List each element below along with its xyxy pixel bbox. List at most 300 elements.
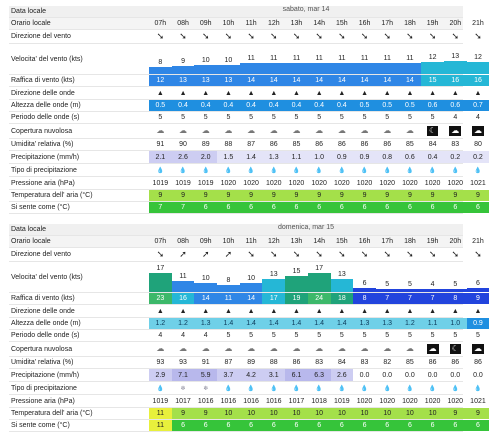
precip-type-cells (149, 164, 489, 176)
feels-cell: 6 (308, 202, 331, 213)
wind-speed-value: 8 (226, 277, 231, 285)
cloud-icon: ☁ (337, 126, 346, 135)
wave-dir-icon (194, 305, 217, 317)
gust-cell: 11 (217, 293, 240, 304)
wind-dir-icon (376, 248, 399, 261)
precip-cell: 5.9 (194, 369, 217, 381)
wind-speed-value: 5 (453, 281, 458, 288)
wind-dir-row (9, 248, 482, 262)
wind-speed-value: 11 (270, 55, 278, 63)
precip-type-cell (399, 382, 422, 394)
wave-height-cell: 0.4 (217, 100, 240, 111)
wave-arrow-icon: ▲ (315, 89, 323, 97)
wave-dir-icon (262, 87, 285, 99)
hour-cell: 15h (336, 238, 348, 245)
cloud-icon: ☁ (247, 344, 256, 353)
wave-arrow-icon: ▲ (270, 307, 278, 315)
wave-period-cell: 5 (226, 114, 231, 121)
wind-speed-cell (285, 262, 308, 292)
cloud-cell (217, 342, 240, 356)
precip-cell: 1.4 (240, 151, 263, 163)
cloud-cell (240, 124, 263, 138)
cloud-cell (308, 342, 331, 356)
pressure-cell: 1020 (311, 179, 327, 187)
raindrop-icon: 💧 (270, 385, 278, 392)
temp-cell: 9 (149, 190, 172, 201)
wind-speed-value: 10 (201, 274, 210, 282)
wave-period-cell: 5 (271, 332, 276, 339)
cloud-cell (331, 124, 354, 138)
humidity-cell: 89 (247, 359, 255, 366)
wave-height-cell: 0.6 (444, 100, 467, 111)
wind-speed-bar (353, 63, 376, 74)
humidity-cell: 93 (179, 359, 187, 366)
wave-arrow-icon: ▲ (270, 89, 278, 97)
wind-dir-icon (172, 30, 195, 43)
feels-cell: 6 (240, 420, 263, 431)
wave-height-cell: 1.3 (376, 318, 399, 329)
wave-height-cell: 0.4 (331, 100, 354, 111)
wave-height-cell: 1.4 (217, 318, 240, 329)
gust-row (9, 75, 482, 87)
temp-cell: 10 (240, 408, 263, 419)
wind-speed-cell (194, 262, 217, 292)
precip-type-cell (376, 382, 399, 394)
wave-height-cell: 0.5 (149, 100, 172, 111)
wind-arrow-icon: ➘ (224, 31, 233, 41)
feels-cell: 6 (444, 420, 467, 431)
hour-cell: 11h (245, 20, 257, 27)
wind-arrow-icon: ➘ (406, 249, 414, 259)
wind-speed-bar (240, 283, 263, 292)
precip-cell: 7.1 (172, 369, 195, 381)
temp-cells (149, 190, 489, 201)
hour-cell: 21h (472, 20, 484, 27)
wave-height-cell: 0.4 (285, 100, 308, 111)
precip-type-cell (421, 164, 444, 176)
precip-cell: 1.0 (308, 151, 331, 163)
precip-type-cell (399, 164, 422, 176)
precip-type-row (9, 164, 482, 177)
row-label: Umidita' relativa (%) (11, 359, 74, 366)
wind-dir-row (9, 30, 482, 44)
wave-height-cell: 0.5 (376, 100, 399, 111)
wave-period-cell: 4 (476, 114, 480, 121)
wind-dir-cells (149, 248, 489, 261)
cloud-icon: ☁ (292, 344, 301, 353)
pressure-cell: 1020 (356, 179, 373, 187)
precip-type-cell (172, 164, 195, 176)
wind-dir-icon (240, 30, 263, 43)
gust-row (9, 293, 480, 305)
cloud-cells (149, 124, 489, 138)
pressure-cell: 1020 (379, 397, 395, 405)
raindrop-icon: 💧 (247, 167, 255, 174)
wind-dir-icon (331, 30, 354, 43)
wave-height-cell: 1.3 (353, 318, 376, 329)
cloud-cell (262, 342, 285, 356)
gust-cell: 7 (421, 293, 444, 304)
feels-cell: 6 (376, 202, 399, 213)
hour-cell: 19h (426, 238, 439, 245)
gust-cell: 14 (240, 293, 263, 304)
wind-speed-cell (217, 44, 240, 74)
precip-cell: 3.7 (217, 369, 240, 381)
wave-arrow-icon: ▲ (383, 307, 391, 315)
wind-speed-bar (262, 279, 285, 293)
pressure-cell: 1019 (152, 179, 169, 187)
pressure-cell: 1019 (334, 397, 350, 405)
wave-period-cell: 5 (249, 332, 254, 339)
precip-type-cell (172, 382, 195, 394)
temp-cell: 10 (262, 408, 285, 419)
wind-speed-bar (149, 273, 172, 292)
cloud-cell (172, 124, 195, 138)
wind-dir-icon (149, 30, 172, 43)
humidity-cell: 89 (201, 141, 210, 148)
cloud-cell (444, 124, 467, 138)
precip-cell: 0.2 (467, 151, 489, 163)
feels-cell: 6 (285, 420, 308, 431)
wind-speed-cell (285, 44, 308, 74)
row-label: Data locale (11, 8, 47, 15)
hour-cell: 07h (154, 238, 167, 245)
row-label: Umidita' relativa (%) (11, 141, 74, 148)
wind-dir-icon (444, 30, 467, 43)
wind-speed-value: 13 (337, 270, 346, 278)
row-label: Velocita' del vento (kts) (11, 55, 83, 63)
pressure-cell: 1019 (175, 179, 191, 187)
hour-cell: 21h (472, 238, 484, 245)
pressure-cell: 1016 (220, 397, 237, 405)
wave-period-cell: 5 (430, 332, 435, 339)
raindrop-icon: 💧 (224, 167, 233, 174)
pressure-cells (149, 177, 489, 189)
gust-cell: 18 (331, 293, 354, 304)
wind-speed-cell (376, 44, 399, 74)
wave-height-cell: 0.7 (467, 100, 489, 111)
precip-cell: 2.9 (149, 369, 172, 381)
wind-dir-icon (285, 248, 308, 261)
cloud-cell (376, 124, 399, 138)
pressure-cell: 1020 (402, 397, 418, 405)
wave-period-cell: 5 (339, 332, 344, 339)
forecast-day-0 (9, 6, 486, 214)
pressure-row (9, 395, 486, 408)
wave-arrow-icon: ▲ (247, 307, 255, 315)
raindrop-icon: 💧 (292, 385, 301, 392)
feels-cell: 6 (194, 202, 217, 213)
cloud-cell (172, 342, 195, 356)
gust-cell: 14 (331, 75, 354, 86)
wave-period-row (9, 112, 480, 124)
humidity-cell: 88 (224, 141, 233, 148)
gust-cell: 13 (194, 75, 217, 86)
raindrop-icon: 💧 (201, 167, 210, 174)
wave-height-cells (149, 100, 489, 111)
wind-dir-icon (308, 30, 331, 43)
wind-speed-cells (149, 262, 489, 292)
precip-cell: 2.6 (331, 369, 354, 381)
cloud-icon: ☁ (224, 126, 233, 135)
wind-speed-cell (467, 262, 489, 292)
wind-speed-value: 15 (292, 267, 301, 275)
feels-cell: 7 (172, 202, 195, 213)
wind-arrow-icon: ➘ (428, 249, 437, 259)
feels-cell: 6 (217, 420, 240, 431)
humidity-cell: 86 (474, 359, 482, 366)
precip-type-cell (149, 382, 172, 394)
precip-cells (149, 151, 489, 163)
moon-icon: ☾ (451, 344, 459, 353)
wind-arrow-icon: ➘ (383, 249, 391, 259)
cloud-cell (399, 342, 422, 356)
wind-speed-value: 13 (451, 52, 460, 60)
feels-cell: 6 (421, 420, 444, 431)
cloud-cell (285, 342, 308, 356)
cloud-cell (467, 342, 489, 356)
wind-dir-icon (194, 248, 217, 261)
raindrop-icon: 💧 (474, 167, 482, 174)
humidity-cell: 86 (269, 141, 278, 148)
temp-cell: 9 (217, 190, 240, 201)
wave-period-cell: 4 (453, 114, 458, 121)
hour-row (9, 236, 484, 248)
wind-dir-icon (217, 30, 240, 43)
wave-height-row (9, 318, 483, 330)
wind-speed-cell (467, 44, 489, 74)
humidity-cell: 85 (292, 141, 301, 148)
raindrop-icon: 💧 (428, 167, 437, 174)
pressure-cell: 1021 (470, 179, 486, 187)
wave-height-cell: 1.2 (399, 318, 422, 329)
pressure-cell: 1020 (265, 179, 282, 187)
cloud-cell (217, 124, 240, 138)
feels-cell: 6 (194, 420, 217, 431)
row-label: Periodo delle onde (s) (11, 114, 80, 121)
precip-type-cell (194, 382, 217, 394)
wind-speed-cell (149, 262, 172, 292)
wind-arrow-icon: ➘ (292, 31, 301, 41)
cloud-cell (285, 124, 308, 138)
wind-speed-cell (376, 262, 399, 292)
precip-cell: 0.0 (450, 371, 461, 379)
cloud-icon: ☁ (201, 344, 210, 353)
cloud-icon: ☁ (383, 344, 392, 353)
temp-cell: 9 (308, 190, 331, 201)
wind-arrow-icon: ➘ (428, 31, 437, 41)
temp-cell: 9 (421, 190, 444, 201)
wave-arrow-icon: ▲ (406, 89, 414, 97)
wind-dir-icon (467, 248, 489, 261)
wind-speed-cell (353, 44, 376, 74)
humidity-cell: 85 (406, 141, 414, 148)
feels-cell: 6 (353, 420, 376, 431)
wind-arrow-icon: ➚ (201, 249, 210, 259)
precip-cell: 0.0 (405, 371, 415, 379)
gust-cell: 23 (149, 293, 172, 304)
wind-speed-value: 11 (315, 55, 323, 63)
precip-type-cell (467, 164, 489, 176)
wind-speed-cell (399, 262, 422, 292)
wind-speed-bar (376, 63, 399, 74)
row-label: Raffica di vento (kts) (11, 295, 75, 302)
moon-cloud-icon: ☁ (473, 344, 482, 353)
pressure-cell: 1017 (288, 397, 305, 405)
wind-speed-cell (331, 262, 354, 292)
wind-arrow-icon: ➘ (315, 249, 323, 259)
temp-cell: 9 (444, 408, 467, 419)
cloud-icon: ☁ (179, 126, 188, 135)
gust-cell: 17 (262, 293, 285, 304)
gust-cell: 14 (194, 293, 217, 304)
row-label: Data locale (11, 226, 47, 233)
temp-cells (149, 408, 489, 419)
raindrop-icon: 💧 (270, 167, 278, 174)
wind-speed-value: 5 (385, 281, 390, 288)
cloud-cell (421, 124, 444, 138)
row-label: Tipo di precipitazione (11, 166, 77, 174)
wave-height-cell: 0.5 (353, 100, 376, 111)
hour-cell: 09h (199, 238, 212, 245)
raindrop-icon: 💧 (383, 385, 391, 392)
humidity-cell: 82 (383, 359, 392, 366)
wind-dir-icon (331, 248, 354, 261)
wind-speed-cell (308, 262, 331, 292)
hour-cell: 09h (199, 20, 212, 27)
hour-cells (149, 236, 489, 247)
temp-cell: 9 (353, 190, 376, 201)
humidity-cell: 86 (337, 141, 346, 148)
row-label: Si sente come (°C) (11, 422, 70, 429)
hour-cell: 10h (222, 238, 235, 245)
raindrop-icon: 💧 (383, 167, 391, 174)
wave-period-cell: 5 (407, 114, 412, 121)
pressure-cell: 1020 (356, 397, 373, 405)
hour-cell: 18h (404, 238, 416, 245)
snow-rain-icon: ❄ (180, 385, 186, 392)
wind-speed-bar (353, 288, 376, 292)
pressure-cell: 1019 (197, 179, 214, 187)
wind-arrow-icon: ➘ (292, 249, 301, 259)
precip-type-cell (285, 164, 308, 176)
moon-cloud-icon: ☁ (428, 344, 437, 353)
cloud-cell (194, 124, 217, 138)
cloud-icon: ☁ (405, 126, 414, 135)
wind-speed-value: 12 (474, 53, 482, 61)
cloud-cell (376, 342, 399, 356)
wave-period-cell: 5 (203, 114, 208, 121)
wave-period-cell: 5 (407, 332, 412, 339)
wind-speed-bar (467, 288, 489, 292)
moon-cloud-icon: ☁ (451, 126, 460, 135)
wind-speed-value: 11 (247, 55, 255, 63)
row-label: Velocita' del vento (kts) (11, 273, 83, 281)
wave-period-cells (149, 112, 489, 123)
temp-cell: 9 (262, 190, 285, 201)
gust-cell: 24 (308, 293, 331, 304)
precip-cell: 6.3 (308, 369, 331, 381)
hour-cell: 11h (245, 238, 257, 245)
wind-speed-row (9, 262, 480, 293)
pressure-cell: 1020 (243, 179, 259, 187)
wave-height-cell: 1.0 (444, 318, 467, 329)
cloud-cell (353, 124, 376, 138)
wind-speed-bar (217, 285, 240, 292)
wave-height-cell: 0.4 (308, 100, 331, 111)
wave-height-cell: 1.4 (285, 318, 308, 329)
pressure-cell: 1016 (243, 397, 259, 405)
feels-cell: 7 (149, 202, 172, 213)
wave-height-row (9, 100, 483, 112)
cloud-icon: ☁ (292, 126, 301, 135)
wave-arrow-icon: ▲ (361, 307, 368, 315)
wind-speed-bar (399, 63, 422, 74)
wave-period-cell: 5 (385, 114, 390, 121)
feels-cells (149, 420, 489, 431)
precip-type-cell (262, 382, 285, 394)
pressure-cell: 1016 (197, 397, 214, 405)
cloud-cell (308, 124, 331, 138)
wave-dir-icon (444, 305, 467, 317)
hour-cell: 12h (267, 238, 280, 245)
gust-cells (149, 75, 489, 86)
feels-cell: 6 (262, 420, 285, 431)
wave-dir-icon (172, 305, 195, 317)
precip-type-cell (376, 164, 399, 176)
temp-row (9, 408, 480, 420)
wave-dir-icon (285, 87, 308, 99)
humidity-cell: 86 (428, 359, 437, 366)
wind-arrow-icon: ➘ (156, 31, 165, 41)
precip-cell: 0.0 (473, 371, 483, 379)
raindrop-icon: 💧 (224, 385, 233, 392)
wave-period-cell: 5 (453, 332, 458, 339)
row-label: Copertura nuvolosa (11, 127, 73, 135)
temp-cell: 10 (331, 408, 354, 419)
wave-period-cell: 5 (385, 332, 390, 339)
cloud-icon: ☁ (315, 344, 324, 353)
cloud-cell (444, 342, 467, 356)
temp-cell: 10 (399, 408, 422, 419)
wind-speed-cell (240, 262, 263, 292)
humidity-cell: 86 (383, 141, 392, 148)
wind-speed-cell (194, 44, 217, 74)
hour-cell: 13h (290, 238, 303, 245)
wind-dir-icon (172, 248, 195, 261)
temp-cell: 9 (172, 408, 195, 419)
wave-dir-icon (262, 305, 285, 317)
wind-speed-value: 11 (338, 55, 346, 63)
wave-period-cell: 5 (362, 332, 367, 339)
wave-period-cell: 5 (317, 114, 322, 121)
humidity-cell: 84 (337, 359, 346, 366)
wind-dir-icon (240, 248, 263, 261)
raindrop-icon: 💧 (406, 167, 414, 174)
wave-height-cell: 1.4 (331, 318, 354, 329)
wave-arrow-icon: ▲ (247, 89, 255, 97)
feels-row (9, 202, 480, 214)
wind-speed-bar (240, 63, 263, 74)
feels-cell: 6 (217, 202, 240, 213)
humidity-cell: 84 (428, 141, 437, 148)
row-label: Si sente come (°C) (11, 204, 70, 211)
wind-speed-bar (399, 289, 422, 292)
precip-cell: 0.2 (444, 151, 467, 163)
row-label: Temperatura dell' aria (°C) (11, 192, 93, 199)
row-label: Direzione delle onde (11, 89, 75, 97)
precip-cells (149, 369, 489, 381)
